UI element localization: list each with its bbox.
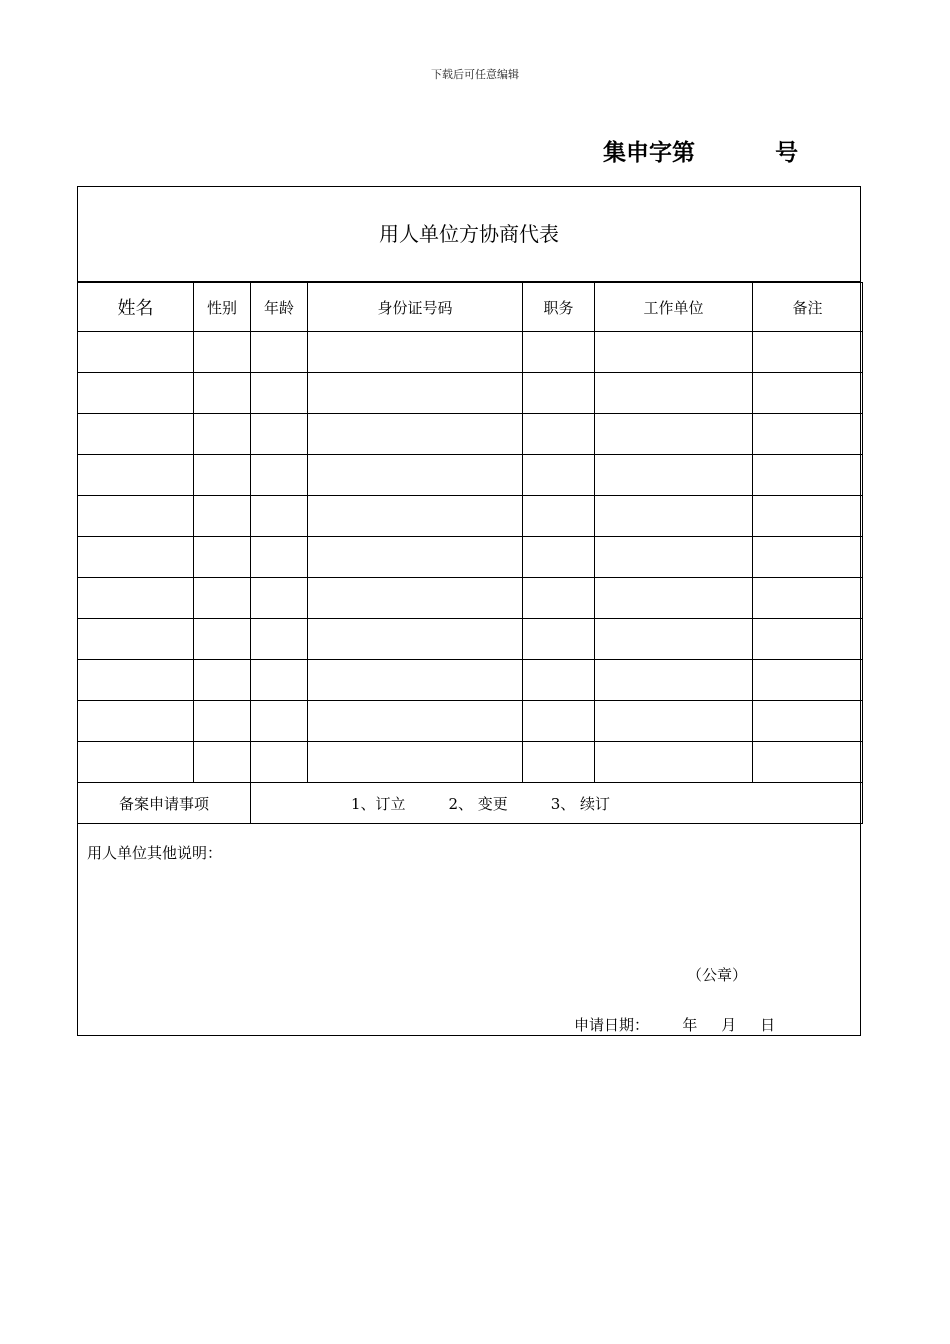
cell-gender[interactable] — [194, 578, 251, 619]
cell-id-number[interactable] — [308, 578, 523, 619]
cell-remarks[interactable] — [753, 332, 863, 373]
date-year-label: 年 — [682, 1016, 698, 1034]
table-header-row — [78, 283, 863, 332]
cell-gender[interactable] — [194, 660, 251, 701]
cell-workplace[interactable] — [595, 496, 753, 537]
table-row — [78, 578, 863, 619]
cell-name[interactable] — [78, 455, 194, 496]
cell-workplace[interactable] — [595, 414, 753, 455]
table-row — [78, 414, 863, 455]
column-header-remarks: 备注 — [753, 283, 863, 332]
cell-workplace[interactable] — [595, 701, 753, 742]
cell-position[interactable] — [523, 455, 595, 496]
table-row — [78, 332, 863, 373]
document-number — [603, 134, 798, 167]
cell-id-number[interactable] — [308, 455, 523, 496]
doc-number-suffix: 号 — [775, 140, 799, 166]
cell-remarks[interactable] — [753, 373, 863, 414]
registration-form — [77, 186, 861, 1036]
table-row — [78, 496, 863, 537]
cell-position[interactable] — [523, 578, 595, 619]
cell-age[interactable] — [251, 619, 308, 660]
cell-workplace[interactable] — [595, 742, 753, 783]
cell-gender[interactable] — [194, 455, 251, 496]
table-row — [78, 619, 863, 660]
cell-position[interactable] — [523, 373, 595, 414]
cell-age[interactable] — [251, 660, 308, 701]
filing-label: 备案申请事项 — [78, 783, 251, 824]
cell-name[interactable] — [78, 332, 194, 373]
cell-gender[interactable] — [194, 332, 251, 373]
cell-workplace[interactable] — [595, 332, 753, 373]
cell-remarks[interactable] — [753, 701, 863, 742]
cell-name[interactable] — [78, 742, 194, 783]
cell-id-number[interactable] — [308, 742, 523, 783]
cell-workplace[interactable] — [595, 578, 753, 619]
form-title: 用人单位方协商代表 — [78, 187, 860, 282]
cell-age[interactable] — [251, 414, 308, 455]
column-header-gender: 性别 — [194, 283, 251, 332]
cell-gender[interactable] — [194, 742, 251, 783]
cell-position[interactable] — [523, 619, 595, 660]
cell-age[interactable] — [251, 332, 308, 373]
filing-row — [78, 783, 863, 824]
table-row — [78, 660, 863, 701]
column-header-id-number: 身份证号码 — [308, 283, 523, 332]
notes-label: 用人单位其他说明： — [87, 844, 223, 862]
cell-age[interactable] — [251, 455, 308, 496]
cell-position[interactable] — [523, 537, 595, 578]
column-header-position: 职务 — [523, 283, 595, 332]
cell-age[interactable] — [251, 537, 308, 578]
cell-id-number[interactable] — [308, 414, 523, 455]
cell-position[interactable] — [523, 660, 595, 701]
notes-section — [78, 820, 860, 1036]
date-day-label: 日 — [760, 1016, 776, 1034]
cell-id-number[interactable] — [308, 537, 523, 578]
table-row — [78, 373, 863, 414]
cell-age[interactable] — [251, 496, 308, 537]
cell-gender[interactable] — [194, 373, 251, 414]
cell-position[interactable] — [523, 496, 595, 537]
cell-remarks[interactable] — [753, 742, 863, 783]
cell-remarks[interactable] — [753, 660, 863, 701]
cell-workplace[interactable] — [595, 537, 753, 578]
seal-label: （公章） — [687, 966, 748, 984]
cell-workplace[interactable] — [595, 455, 753, 496]
filing-option-renew: 3、 续订 — [550, 794, 611, 813]
cell-name[interactable] — [78, 537, 194, 578]
cell-remarks[interactable] — [753, 578, 863, 619]
cell-remarks[interactable] — [753, 414, 863, 455]
table-row — [78, 742, 863, 783]
cell-workplace[interactable] — [595, 619, 753, 660]
cell-position[interactable] — [523, 701, 595, 742]
table-row — [78, 701, 863, 742]
cell-position[interactable] — [523, 332, 595, 373]
representative-table — [77, 282, 863, 824]
application-date — [574, 1014, 775, 1035]
filing-option-change: 2、 变更 — [448, 794, 508, 813]
cell-position[interactable] — [523, 742, 595, 783]
cell-name[interactable] — [78, 619, 194, 660]
cell-name[interactable] — [78, 496, 194, 537]
filing-options — [251, 783, 863, 824]
cell-id-number[interactable] — [308, 660, 523, 701]
cell-gender[interactable] — [194, 496, 251, 537]
cell-name[interactable] — [78, 578, 194, 619]
cell-age[interactable] — [251, 578, 308, 619]
cell-id-number[interactable] — [308, 619, 523, 660]
cell-name[interactable] — [78, 660, 194, 701]
cell-age[interactable] — [251, 701, 308, 742]
cell-name[interactable] — [78, 701, 194, 742]
blank-rows — [78, 332, 863, 783]
column-header-workplace: 工作单位 — [595, 283, 753, 332]
cell-age[interactable] — [251, 742, 308, 783]
cell-gender[interactable] — [194, 701, 251, 742]
cell-name[interactable] — [78, 373, 194, 414]
date-label: 申请日期： — [574, 1016, 650, 1034]
filing-option-establish: 1、订立 — [351, 794, 406, 813]
cell-remarks[interactable] — [753, 619, 863, 660]
cell-remarks[interactable] — [753, 455, 863, 496]
column-header-name: 姓名 — [78, 283, 194, 332]
cell-remarks[interactable] — [753, 496, 863, 537]
cell-age[interactable] — [251, 373, 308, 414]
cell-gender[interactable] — [194, 619, 251, 660]
cell-gender[interactable] — [194, 414, 251, 455]
header-note: 下载后可任意编辑 — [431, 68, 519, 81]
cell-position[interactable] — [523, 414, 595, 455]
table-row — [78, 537, 863, 578]
cell-remarks[interactable] — [753, 537, 863, 578]
cell-id-number[interactable] — [308, 332, 523, 373]
cell-workplace[interactable] — [595, 660, 753, 701]
column-header-age: 年龄 — [251, 283, 308, 332]
doc-number-prefix: 集申字第 — [603, 140, 695, 166]
table-row — [78, 455, 863, 496]
cell-id-number[interactable] — [308, 373, 523, 414]
cell-id-number[interactable] — [308, 701, 523, 742]
cell-workplace[interactable] — [595, 373, 753, 414]
date-month-label: 月 — [721, 1016, 737, 1034]
cell-id-number[interactable] — [308, 496, 523, 537]
cell-gender[interactable] — [194, 537, 251, 578]
cell-name[interactable] — [78, 414, 194, 455]
